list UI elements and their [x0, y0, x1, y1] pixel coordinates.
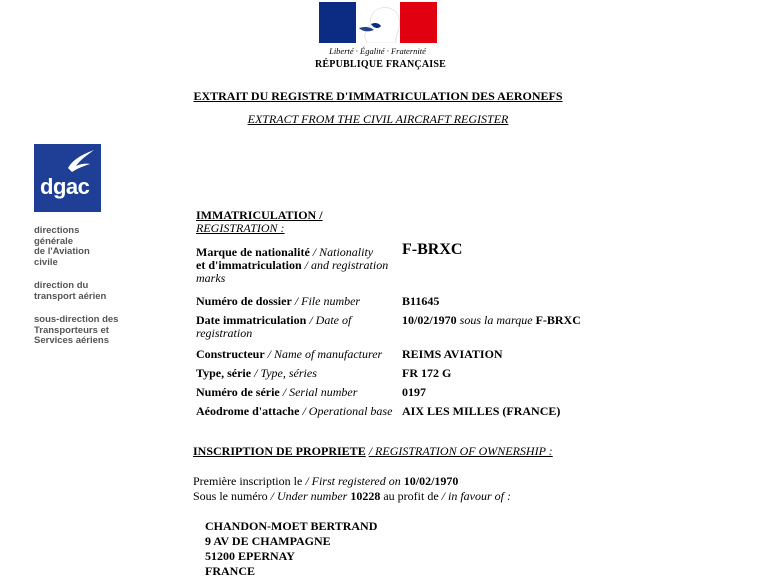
value-operational-base: AIX LES MILLES (FRANCE): [402, 404, 561, 418]
owner-country: FRANCE: [205, 564, 255, 578]
value-serial-number: 0197: [402, 385, 426, 399]
tricolor-flag: [319, 2, 437, 43]
owner-city: 51200 EPERNAY: [205, 549, 295, 563]
value-file-number: B11645: [402, 294, 440, 308]
label-manufacturer: Constructeur / Name of manufacturer: [196, 347, 383, 361]
owner-address: [205, 519, 377, 579]
label-registration-date: Date immatriculation / Date of registration: [196, 313, 352, 340]
label-operational-base: Aéodrome d'attache / Operational base: [196, 404, 393, 418]
ownership-number-line: Sous le numéro / Under number 10228 au profit de / in favour of :: [193, 489, 511, 503]
label-type: Type, série / Type, séries: [196, 366, 317, 380]
org-subdirection: sous-direction des Transporteurs et Services aériens: [34, 314, 119, 346]
republic-motto: Liberté · Égalité · Fraternité: [329, 46, 426, 56]
value-registration-date: 10/02/1970 sous la marque F-BRXC: [402, 313, 581, 327]
first-registered-line: Première inscription le / First registered on 10/02/1970: [193, 474, 459, 488]
owner-name: CHANDON-MOET BERTRAND: [205, 519, 378, 533]
label-serial-number: Numéro de série / Serial number: [196, 385, 358, 399]
label-nationality: Marque de nationalité / Nationality et d'immatriculation / and registration marks: [196, 245, 389, 285]
value-type: FR 172 G: [402, 366, 452, 380]
value-registration-mark: F-BRXC: [402, 241, 463, 258]
owner-street: 9 AV DE CHAMPAGNE: [205, 534, 331, 548]
registration-heading: IMMATRICULATION / REGISTRATION :: [196, 208, 323, 235]
value-manufacturer: REIMS AVIATION: [402, 347, 503, 361]
label-file-number: Numéro de dossier / File number: [196, 294, 361, 308]
bird-icon: [64, 148, 96, 174]
org-dgac: directions générale de l'Aviation civile: [34, 225, 90, 268]
page-subtitle: EXTRACT FROM THE CIVIL AIRCRAFT REGISTER: [247, 112, 509, 126]
marianne-logo: [315, 2, 446, 77]
dgac-logo: [34, 144, 101, 212]
ownership-heading: INSCRIPTION DE PROPRIETE / REGISTRATION OF OWNERSHIP :: [193, 444, 553, 458]
page-title: EXTRAIT DU REGISTRE D'IMMATRICULATION DES AERONEFS: [193, 89, 563, 103]
org-dta: direction du transport aérien: [34, 280, 107, 302]
dgac-logo-text: dgac: [40, 174, 90, 199]
republic-name: RÉPUBLIQUE FRANÇAISE: [315, 59, 446, 70]
